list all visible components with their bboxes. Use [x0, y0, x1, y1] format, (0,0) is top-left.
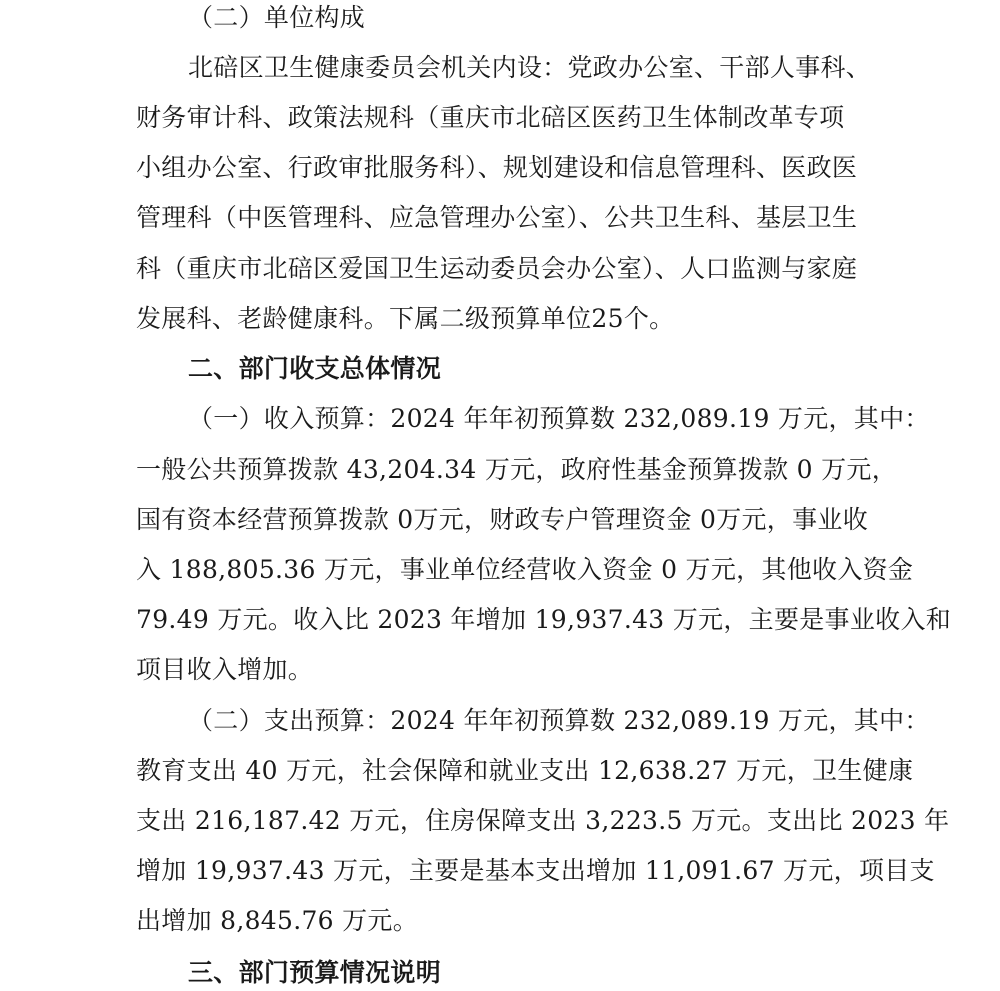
- paragraph-line: 79.49 万元。收入比 2023 年增加 19,937.43 万元，主要是事业收入和: [136, 605, 952, 634]
- paragraph-line: （一）收入预算：2024 年年初预算数 232,089.19 万元，其中：: [188, 404, 930, 433]
- paragraph-line: 科（重庆市北碚区爱国卫生运动委员会办公室）、人口监测与家庭: [136, 254, 858, 283]
- paragraph-line: 支出 216,187.42 万元，住房保障支出 3,223.5 万元。支出比 2023 年: [136, 806, 950, 835]
- paragraph-line: 教育支出 40 万元，社会保障和就业支出 12,638.27 万元，卫生健康: [136, 756, 914, 785]
- paragraph-line: 发展科、老龄健康科。下属二级预算单位25个。: [136, 304, 675, 333]
- paragraph-line: 项目收入增加。: [136, 655, 314, 684]
- section-heading-budget-explanation: 三、部门预算情况说明: [188, 958, 442, 987]
- paragraph-line: 国有资本经营预算拨款 0万元，财政专户管理资金 0万元，事业收: [136, 505, 869, 534]
- paragraph-line: （二）支出预算：2024 年年初预算数 232,089.19 万元，其中：: [188, 706, 930, 735]
- paragraph-line: 财务审计科、政策法规科（重庆市北碚区医药卫生体制改革专项: [136, 103, 845, 132]
- subsection-heading-unit-composition: （二）单位构成: [188, 3, 366, 32]
- section-heading-budget-overview: 二、部门收支总体情况: [188, 354, 442, 383]
- paragraph-line: 增加 19,937.43 万元，主要是基本支出增加 11,091.67 万元，项目支: [136, 856, 935, 885]
- paragraph-line: 出增加 8,845.76 万元。: [136, 906, 419, 935]
- paragraph-line: 一般公共预算拨款 43,204.34 万元，政府性基金预算拨款 0 万元，: [136, 455, 898, 484]
- paragraph-line: 小组办公室、行政审批服务科）、规划建设和信息管理科、医政医: [136, 153, 858, 182]
- paragraph-line: 管理科（中医管理科、应急管理办公室）、公共卫生科、基层卫生: [136, 203, 858, 232]
- paragraph-line: 入 188,805.36 万元，事业单位经营收入资金 0 万元，其他收入资金: [136, 555, 914, 584]
- paragraph-line: 北碚区卫生健康委员会机关内设：党政办公室、干部人事科、: [188, 53, 872, 82]
